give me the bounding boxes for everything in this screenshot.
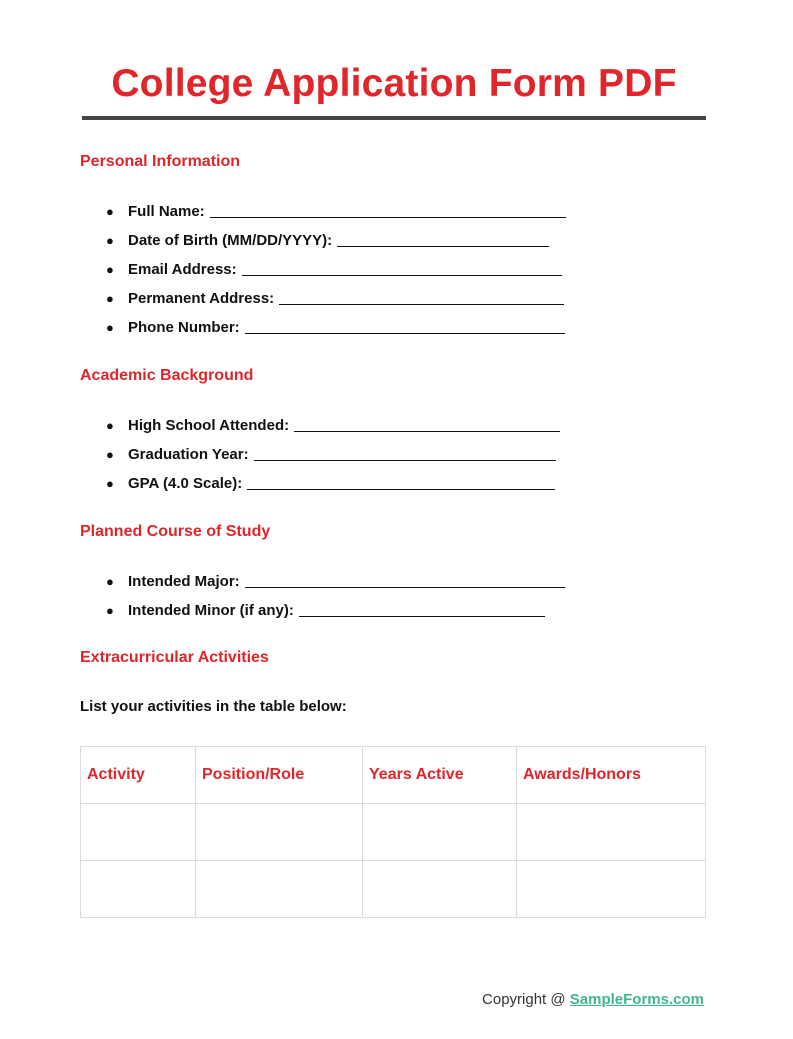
sampleforms-link[interactable]: SampleForms.com (569, 991, 704, 1008)
field-label: Email Address: (128, 261, 237, 278)
field-label: Phone Number: (128, 319, 240, 336)
date-of-birth-field[interactable] (337, 231, 549, 247)
table-cell[interactable] (81, 861, 196, 918)
column-header-position: Position/Role (196, 747, 363, 804)
graduation-year-field[interactable] (254, 445, 556, 461)
bullet-icon: ● (106, 574, 114, 589)
copyright-prefix: Copyright @ (482, 991, 570, 1008)
phone-number-field[interactable] (245, 318, 565, 334)
field-label: Full Name: (128, 203, 205, 220)
list-item (106, 474, 560, 503)
page-title: College Application Form PDF (111, 62, 677, 105)
gpa-field[interactable] (247, 474, 555, 490)
full-name-field[interactable] (210, 202, 566, 218)
table-cell[interactable] (517, 804, 706, 861)
column-header-awards: Awards/Honors (517, 747, 706, 804)
field-label: Date of Birth (MM/DD/YYYY): (128, 232, 333, 249)
table-cell[interactable] (363, 804, 517, 861)
list-item (106, 601, 565, 630)
list-item (106, 416, 560, 445)
table-cell[interactable] (196, 861, 363, 918)
bullet-icon: ● (106, 233, 114, 248)
column-header-activity: Activity (81, 747, 196, 804)
section-heading-extracurricular: Extracurricular Activities (80, 649, 269, 666)
section-heading-study: Planned Course of Study (80, 523, 271, 540)
activities-table (80, 746, 706, 918)
table-cell[interactable] (363, 861, 517, 918)
field-label: Graduation Year: (128, 446, 249, 463)
copyright-footer (482, 990, 704, 1010)
bullet-icon: ● (106, 320, 114, 335)
high-school-field[interactable] (294, 416, 560, 432)
list-item (106, 231, 566, 260)
list-item (106, 445, 560, 474)
list-item (106, 260, 566, 289)
section-heading-academic: Academic Background (80, 367, 254, 384)
field-label: Permanent Address: (128, 290, 275, 307)
field-label: High School Attended: (128, 417, 290, 434)
list-item (106, 289, 566, 318)
bullet-icon: ● (106, 476, 114, 491)
bullet-icon: ● (106, 447, 114, 462)
field-label: Intended Major: (128, 573, 240, 590)
field-label: GPA (4.0 Scale): (128, 475, 243, 492)
email-address-field[interactable] (242, 260, 562, 276)
intended-major-field[interactable] (245, 572, 565, 588)
list-item (106, 202, 566, 231)
field-label: Intended Minor (if any): (128, 602, 294, 619)
academic-field-list (106, 416, 560, 503)
list-item (106, 572, 565, 601)
bullet-icon: ● (106, 603, 114, 618)
title-divider (82, 116, 706, 120)
section-heading-personal: Personal Information (80, 153, 241, 170)
bullet-icon: ● (106, 418, 114, 433)
table-row (81, 804, 706, 861)
column-header-years: Years Active (363, 747, 517, 804)
table-cell[interactable] (81, 804, 196, 861)
list-item (106, 318, 566, 347)
bullet-icon: ● (106, 262, 114, 277)
personal-field-list (106, 202, 566, 347)
table-cell[interactable] (196, 804, 363, 861)
bullet-icon: ● (106, 204, 114, 219)
study-field-list (106, 572, 565, 630)
intended-minor-field[interactable] (299, 601, 545, 617)
table-intro-text: List your activities in the table below: (80, 698, 347, 715)
table-row (81, 861, 706, 918)
table-cell[interactable] (517, 861, 706, 918)
table-header-row (81, 747, 706, 804)
bullet-icon: ● (106, 291, 114, 306)
permanent-address-field[interactable] (279, 289, 564, 305)
